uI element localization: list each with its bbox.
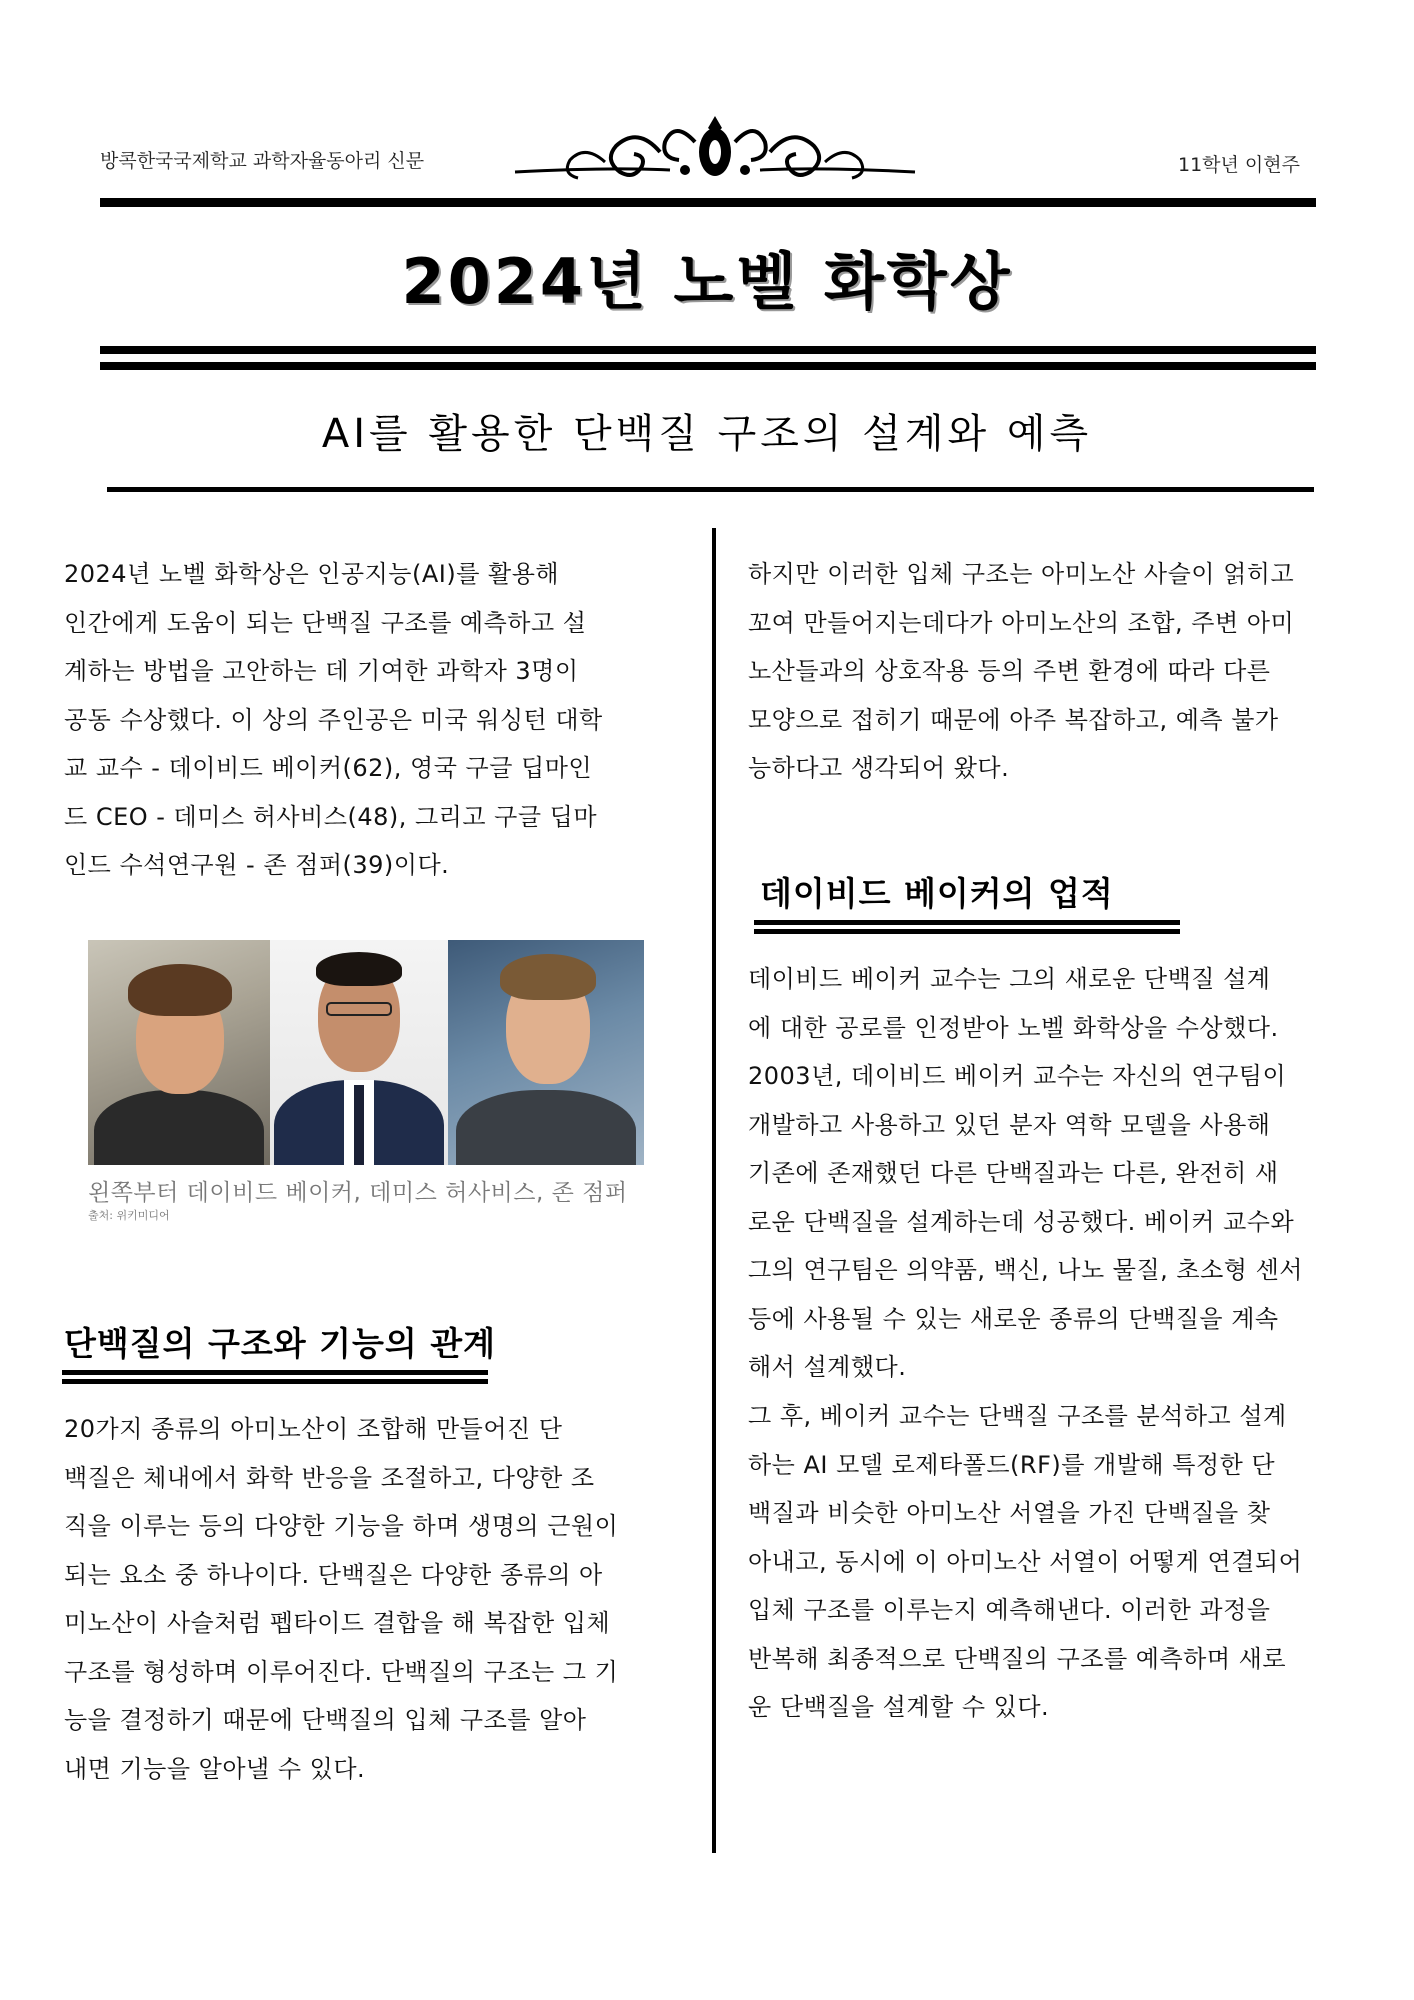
- portrait-jumper: [448, 940, 644, 1165]
- publisher-name: 방콕한국국제학교 과학자율동아리 신문: [100, 150, 425, 172]
- section-rule-left-2: [62, 1379, 488, 1384]
- laureates-photo: [88, 940, 644, 1165]
- baker-paragraph-2: 그 후, 베이커 교수는 단백질 구조를 분석하고 설계 하는 AI 모델 로제타폴드(RF)를 개발해 특정한 단 백질과 비슷한 아미노산 서열을 가진 단백질을 찾 아내고, 동시에 이 아미노산 서열이 어떻게 연결되어 입체 구조를 이루는지 예측해낸다. 이러한 과정을 반복해 최종적으로 단백질의 구조를 예측하며 새로 운 단백질을 설계할 수 있다.: [748, 1402, 1303, 1721]
- photo-source: 출처: 위키미디어: [88, 1209, 170, 1222]
- section-rule-left-1: [62, 1370, 488, 1375]
- column-divider: [712, 528, 716, 1853]
- portrait-baker: [88, 940, 270, 1165]
- baker-paragraph-1: 데이비드 베이커 교수는 그의 새로운 단백질 설계 에 대한 공로를 인정받아 노벨 화학상을 수상했다. 2003년, 데이비드 베이커 교수는 자신의 연구팀이 개발하고 사용하고 있던 분자 역학 모델을 사용해 기존에 존재했던 다른 단백질과는 다른, 완전히 새 로운 단백질을 설계하는데 성공했다. 베이커 교수와 그의 연구팀은 의약품, 백신, 나노 물질, 초소형 센서 등에 사용될 수 있는 새로운 종류의 단백질을 계속 해서 설계했다.: [748, 965, 1303, 1381]
- intro-paragraph: 2024년 노벨 화학상은 인공지능(AI)를 활용해 인간에게 도움이 되는 단백질 구조를 예측하고 설 계하는 방법을 고안하는 데 기여한 과학자 3명이 공동 수상했다. 이 상의 주인공은 미국 워싱턴 대학 교 교수 - 데이비드 베이커(62), 영국 구글 딥마인 드 CEO - 데미스 허사비스(48), 그리고 구글 딥마 인드 수석연구원 - 존 점퍼(39)이다.: [64, 560, 603, 879]
- header-rule: [100, 198, 1316, 207]
- page-title: 2024년 노벨 화학상: [401, 245, 1013, 318]
- photo-caption: 왼쪽부터 데이비드 베이커, 데미스 허사비스, 존 점퍼: [88, 1180, 628, 1206]
- ornament-icon: [510, 112, 920, 192]
- section-heading-structure: 단백질의 구조와 기능의 관계: [64, 1324, 497, 1363]
- page-subtitle: AI를 활용한 단백질 구조의 설계와 예측: [321, 411, 1093, 457]
- title-rule-top: [100, 346, 1316, 354]
- structure-paragraph: 20가지 종류의 아미노산이 조합해 만들어진 단 백질은 체내에서 화학 반응을 조절하고, 다양한 조 직을 이루는 등의 다양한 기능을 하며 생명의 근원이 되는 요소 중 하나이다. 단백질은 다양한 종류의 아 미노산이 사슬처럼 펩타이드 결합을 해 복잡한 입체 구조를 형성하며 이루어진다. 단백질의 구조는 그 기 능을 결정하기 때문에 단백질의 입체 구조를 알아 내면 기능을 알아낼 수 있다.: [64, 1415, 619, 1783]
- continuation-paragraph: 하지만 이러한 입체 구조는 아미노산 사슬이 얽히고 꼬여 만들어지는데다가 아미노산의 조합, 주변 아미 노산들과의 상호작용 등의 주변 환경에 따라 다른 모양으로 접히기 때문에 아주 복잡하고, 예측 불가 능하다고 생각되어 왔다.: [748, 560, 1295, 782]
- portrait-hassabis: [270, 940, 448, 1165]
- title-rule-bottom: [100, 362, 1316, 370]
- author-name: 11학년 이현주: [1178, 154, 1300, 176]
- section-rule-right-2: [754, 929, 1180, 934]
- section-rule-right-1: [754, 920, 1180, 925]
- subtitle-rule: [107, 487, 1314, 492]
- section-heading-baker: 데이비드 베이커의 업적: [760, 874, 1114, 913]
